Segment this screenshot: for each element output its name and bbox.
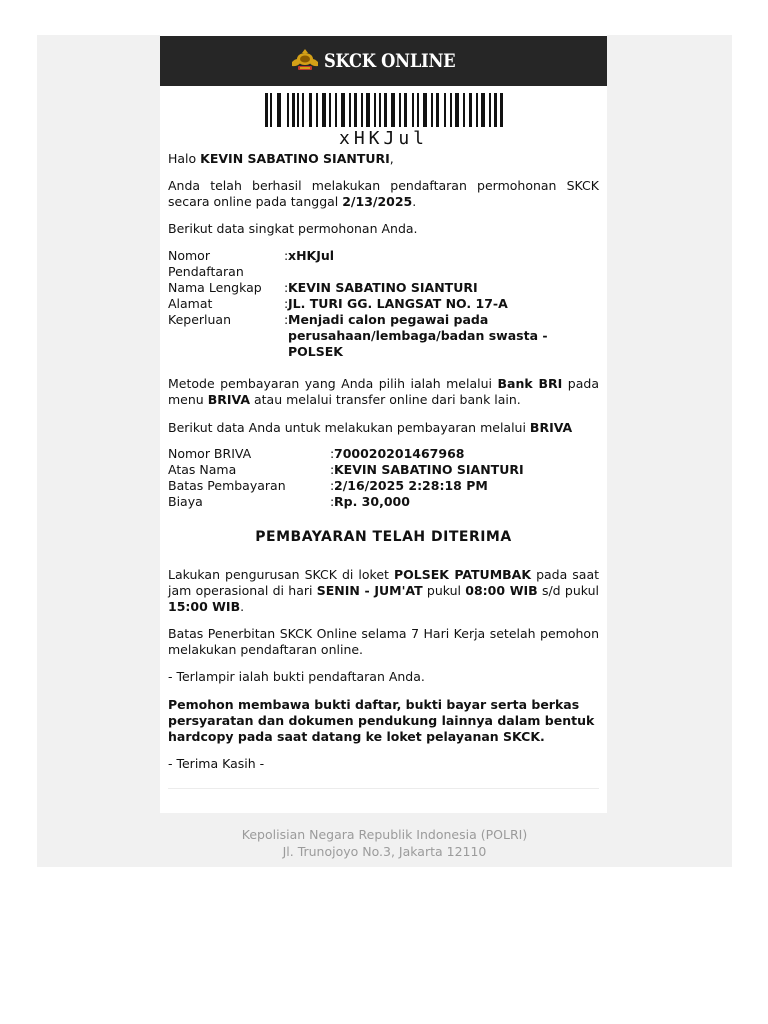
- payment-method-line-2: menu BRIVA atau melalui transfer online dari bank lain.: [168, 392, 521, 407]
- email-card: SKCK ONLINE xHKJul Halo KEVIN SABATINO SIANTURI, Anda telah berhasil melakukan pendaftaran permohonan SKCK secara online pada tanggal 2/13/2025. Berikut data singkat permohonan Anda. Nomor Pendaftaran : xHKJul Nama Lengkap : KEVIN SABATINO SIANTURI Alamat : JL. TURI GG. LANGSAT NO. 17-A Keperluan : Menjadi calon pegawai pada perusahaan/lembaga/badan swasta - POLSEK Metode pembayaran yang Anda pilih ialah melalui Bank BRI pada menu BRIVA atau melalui transfer online dari bank lain. Berikut data Anda untuk melakukan pembayaran melalui BRIVA Nomor BRIVA : 700020201467968 Atas Nama : KEVIN SABATINO SIANTURI Batas Pembayaran : 2/16/2025 2:28:18 PM Biaya : Rp. 30,000 PEMBAYARAN TELAH DITERIMA Lakukan pengurusan SKCK di loket POLSEK PATUMBAK pada saat jam operasional di hari SENIN - JUM'AT pukul 08:00 WIB s/d pukul 15:00 WIB. Batas Penerbitan SKCK Online selama 7 Hari Kerja setelah pemohon melakukan pendaftaran online. - Terlampir ialah bukti pendaftaran Anda. Pemohon membawa bukti daftar, bukti bayar serta berkas persyaratan dan dokumen pendukung lainnya dalam bentuk hardcopy pada saat datang ke loket pelayanan SKCK. - Terima Kasih -: [160, 35, 607, 813]
- intro-line-1: Anda telah berhasil melakukan pendaftaran permohonan SKCK: [168, 178, 599, 193]
- registration-label: Nama Lengkap: [168, 280, 262, 295]
- footer-organization: Kepolisian Negara Republik Indonesia (POLRI): [241, 827, 528, 842]
- registration-label: Nomor: [168, 248, 210, 263]
- briva-menu: BRIVA: [207, 392, 250, 407]
- account-name: KEVIN SABATINO SIANTURI: [334, 462, 524, 477]
- logo: [290, 47, 477, 76]
- barcode-label: xHKJul: [338, 128, 429, 149]
- instructions-line-3: 15:00 WIB.: [168, 599, 245, 614]
- payment-intro: Berikut data Anda untuk melakukan pembayaran melalui BRIVA: [168, 420, 573, 435]
- address-value: JL. TURI GG. LANGSAT NO. 17-A: [288, 296, 508, 311]
- payment-method-line-1: Metode pembayaran yang Anda pilih ialah melalui Bank BRI pada: [168, 376, 599, 391]
- greeting: Halo KEVIN SABATINO SIANTURI,: [168, 151, 394, 166]
- logo-text: SKCK ONLINE: [324, 50, 456, 72]
- divider: [168, 788, 599, 789]
- header-bar: [160, 36, 607, 86]
- briva-number: 700020201467968: [334, 446, 465, 461]
- closing-time: 15:00 WIB: [168, 599, 241, 614]
- purpose-value: perusahaan/lembaga/badan swasta -: [288, 328, 548, 343]
- deadline-line-1: Batas Penerbitan SKCK Online selama 7 Hari Kerja setelah pemohon: [168, 626, 599, 641]
- footer: [37, 826, 732, 860]
- fee-amount: Rp. 30,000: [334, 494, 410, 509]
- payment-deadline: 2/16/2025 2:28:18 PM: [334, 478, 488, 493]
- registration-label: Alamat: [168, 296, 213, 311]
- office-name: POLSEK PATUMBAK: [393, 567, 532, 582]
- opening-time: 08:00 WIB: [465, 583, 538, 598]
- payment-label: Batas Pembayaran: [168, 478, 286, 493]
- deadline-line-2: melakukan pendaftaran online.: [168, 642, 364, 657]
- reminder-line-1: Pemohon membawa bukti daftar, bukti bayar serta berkas: [168, 697, 580, 712]
- purpose-value: Menjadi calon pegawai pada: [288, 312, 489, 327]
- instructions-line-2: jam operasional di hari SENIN - JUM'AT pukul 08:00 WIB s/d pukul: [168, 583, 599, 598]
- attachment-note: - Terlampir ialah bukti pendaftaran Anda.: [168, 669, 425, 684]
- instructions-line-1: Lakukan pengurusan SKCK di loket POLSEK PATUMBAK pada saat: [168, 567, 600, 582]
- registration-number: xHKJul: [288, 248, 335, 263]
- payment-label: Nomor BRIVA: [168, 446, 252, 461]
- email-background: [37, 35, 732, 867]
- full-name-value: KEVIN SABATINO SIANTURI: [288, 280, 478, 295]
- closing-text: - Terima Kasih -: [168, 756, 265, 771]
- bank-name: Bank BRI: [497, 376, 563, 391]
- registration-label: Pendaftaran: [168, 264, 244, 279]
- operating-days: SENIN - JUM'AT: [316, 583, 423, 598]
- payment-status: PEMBAYARAN TELAH DITERIMA: [255, 529, 512, 545]
- footer-address: Jl. Trunojoyo No.3, Jakarta 12110: [282, 844, 487, 859]
- registration-label: Keperluan: [168, 312, 232, 327]
- registration-date: 2/13/2025: [342, 194, 413, 209]
- barcode: [265, 93, 503, 127]
- payment-label: Biaya: [168, 494, 203, 509]
- polri-emblem-icon: [290, 47, 320, 76]
- applicant-name: KEVIN SABATINO SIANTURI: [200, 151, 390, 166]
- payment-label: Atas Nama: [168, 462, 237, 477]
- intro-line-2: secara online pada tanggal 2/13/2025.: [168, 194, 417, 209]
- purpose-value: POLSEK: [288, 344, 343, 359]
- reminder-line-2: persyaratan dan dokumen pendukung lainnya dalam bentuk: [168, 713, 595, 728]
- summary-intro: Berikut data singkat permohonan Anda.: [168, 221, 418, 236]
- reminder-line-3: hardcopy pada saat datang ke loket pelayanan SKCK.: [168, 729, 545, 744]
